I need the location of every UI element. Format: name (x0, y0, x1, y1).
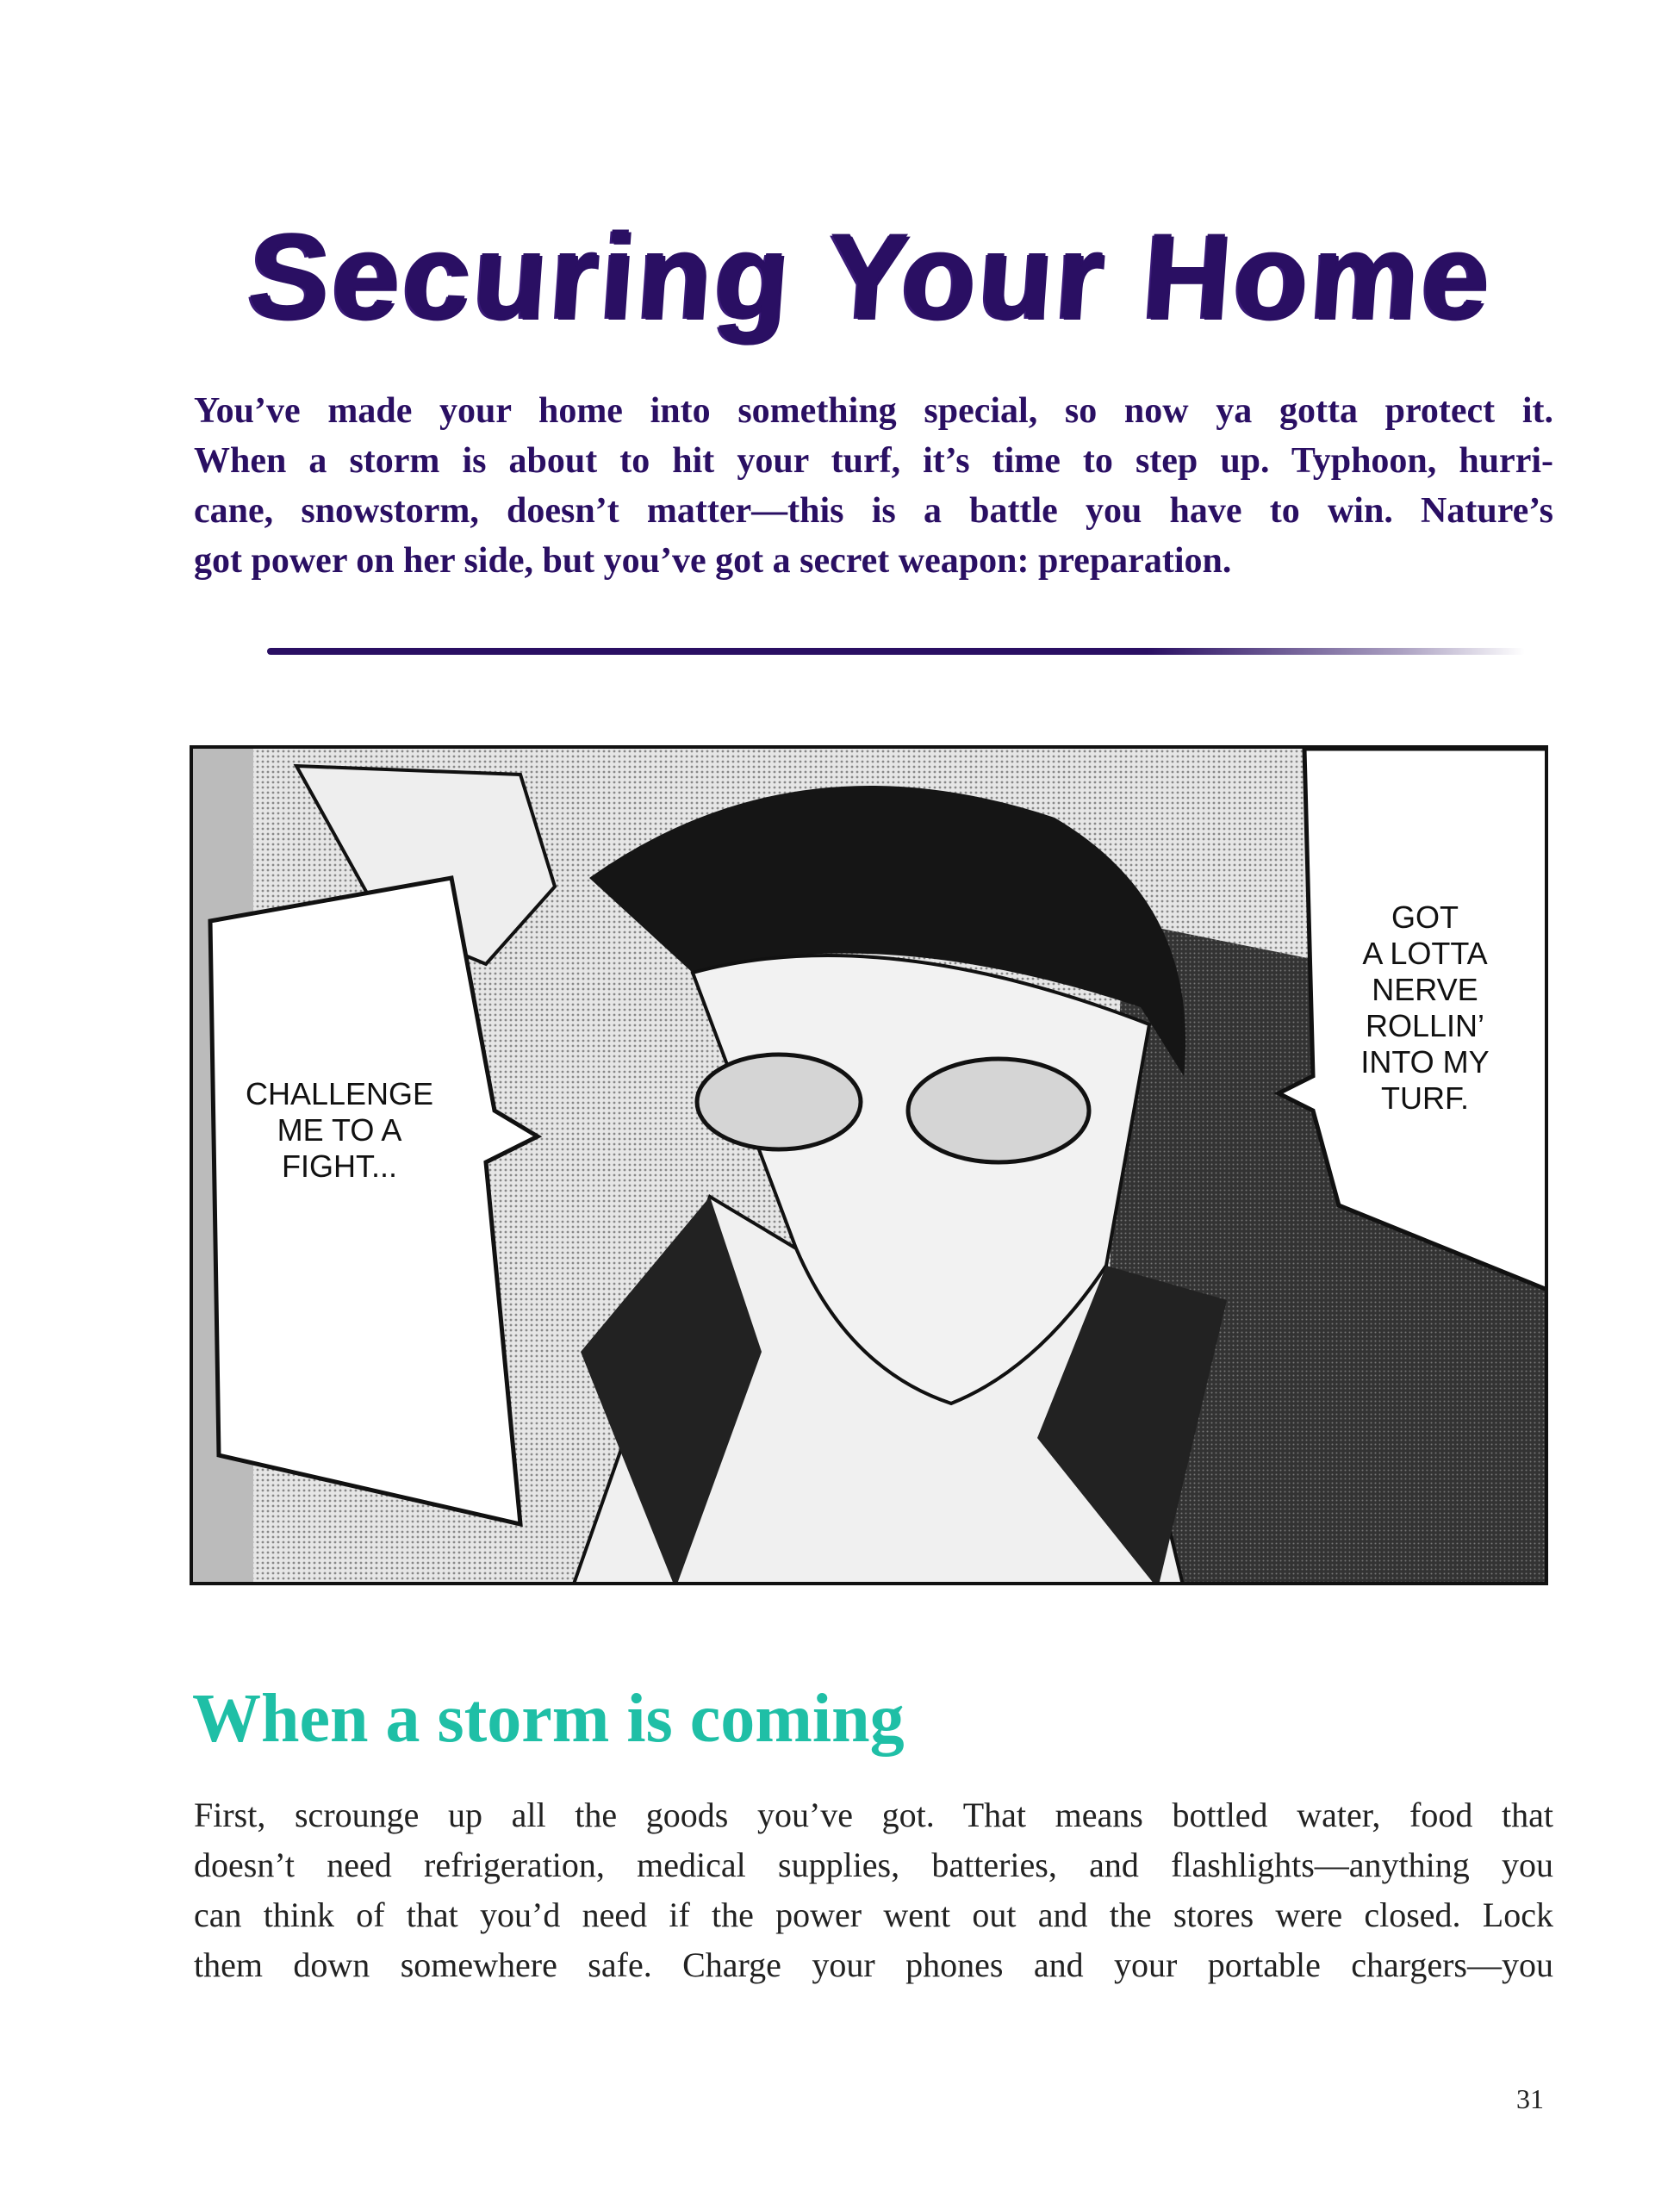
intro-paragraph (194, 386, 1553, 586)
bubble-line: A LOTTA (1362, 936, 1488, 971)
body-line: them down somewhere safe. Charge your phones and your portable chargers—you (194, 1945, 1553, 1984)
body-paragraph (194, 1790, 1553, 1990)
body-line: can think of that you’d need if the power went out and the stores were closed. Lock (194, 1895, 1553, 1934)
bubble-line: TURF. (1381, 1080, 1469, 1116)
intro-line: You’ve made your home into something special, so now ya gotta protect it. (194, 391, 1553, 431)
page-number: 31 (1516, 2083, 1544, 2114)
body-line: First, scrounge up all the goods you’ve got. That means bottled water, food that (194, 1796, 1553, 1834)
right-speech-bubble (1304, 899, 1546, 1117)
brush-divider (267, 648, 1525, 655)
bubble-line: GOT (1391, 899, 1459, 935)
page-title: Securing Your Home (243, 208, 1497, 343)
bubble-line: ME TO A (277, 1112, 402, 1148)
manga-panel (190, 745, 1548, 1585)
intro-line: cane, snowstorm, doesn’t matter—this is a battle you have to win. Nature’s (194, 491, 1553, 531)
bubble-line: INTO MY (1360, 1044, 1490, 1080)
bubble-line: FIGHT... (282, 1148, 397, 1184)
body-line: doesn’t need refrigeration, medical supplies, batteries, and flashlights—anything you (194, 1845, 1553, 1884)
section-heading: When a storm is coming (192, 1681, 905, 1757)
intro-line: When a storm is about to hit your turf, it’s time to step up. Typhoon, hurri- (194, 441, 1553, 481)
left-speech-bubble (227, 1076, 451, 1185)
intro-line: got power on her side, but you’ve got a secret weapon: preparation. (194, 541, 1232, 581)
bubble-line: CHALLENGE (245, 1076, 434, 1111)
bubble-line: ROLLIN’ (1365, 1008, 1485, 1043)
bubble-line: NERVE (1372, 972, 1478, 1007)
